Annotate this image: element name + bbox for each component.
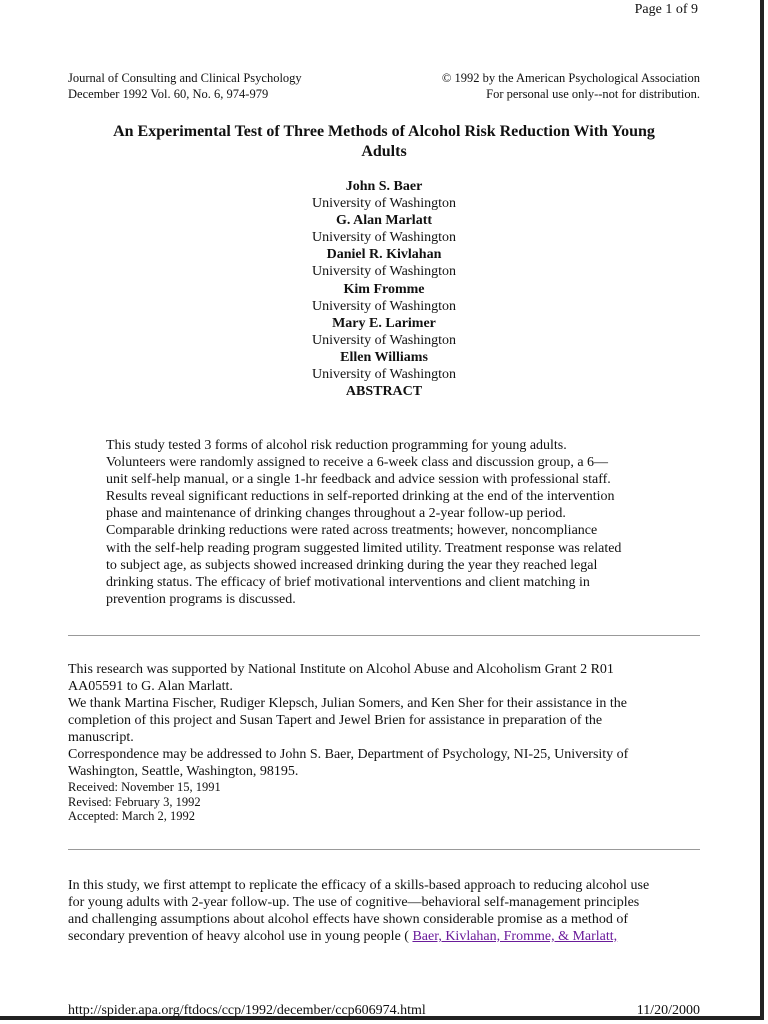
note-line: AA05591 to G. Alan Marlatt. bbox=[68, 679, 233, 694]
title-line: Adults bbox=[361, 143, 407, 160]
author-affiliation: University of Washington bbox=[311, 332, 457, 348]
author-name: Daniel R. Kivlahan bbox=[326, 247, 442, 263]
footer-date: 11/20/2000 bbox=[636, 1003, 700, 1018]
abstract-line: to subject age, as subjects showed increased drinking during the year they reached legal bbox=[106, 557, 598, 573]
author-name: John S. Baer bbox=[345, 179, 423, 194]
copyright-info bbox=[442, 70, 700, 102]
abstract-line: Comparable drinking reductions were rated across treatments; however, noncompliance bbox=[106, 523, 598, 539]
body-line-text: secondary prevention of heavy alcohol use in young people ( bbox=[68, 929, 413, 944]
abstract-line: unit self-help manual, or a single 1-hr feedback and advice session with professional staff. bbox=[106, 472, 611, 488]
author-name: Mary E. Larimer bbox=[332, 315, 436, 331]
note-line: completion of this project and Susan Tapert and Jewel Brien for assistance in preparation of the bbox=[68, 713, 603, 728]
distribution-note: For personal use only--not for distribution. bbox=[486, 87, 700, 101]
journal-name: Journal of Consulting and Clinical Psychology bbox=[68, 71, 302, 85]
note-line: This research was supported by National Institute on Alcohol Abuse and Alcoholism Grant 2 R01 bbox=[68, 662, 614, 677]
body-line: for young adults with 2-year follow-up. The use of cognitive—behavioral self-management principles bbox=[68, 895, 640, 910]
author-affiliation: University of Washington bbox=[311, 264, 457, 280]
abstract-line: phase and maintenance of drinking changes throughout a 2-year follow-up period. bbox=[106, 506, 566, 522]
abstract-text bbox=[106, 437, 686, 608]
note-line: Washington, Seattle, Washington, 98195. bbox=[68, 764, 299, 779]
abstract-line: Results reveal significant reductions in self-reported drinking at the end of the intervention bbox=[106, 489, 615, 505]
author-name: Ellen Williams bbox=[340, 349, 428, 365]
article-body bbox=[68, 877, 708, 945]
reference-link[interactable]: Baer, Kivlahan, Fromme, & Marlatt, bbox=[412, 929, 618, 944]
abstract-line: drinking status. The efficacy of brief motivational interventions and client matching in bbox=[106, 574, 590, 590]
author-list bbox=[68, 178, 700, 400]
accepted-date: Accepted: March 2, 1992 bbox=[68, 809, 196, 824]
revised-date: Revised: February 3, 1992 bbox=[68, 794, 201, 809]
page-number: Page 1 of 9 bbox=[634, 2, 698, 17]
author-affiliation: University of Washington bbox=[311, 298, 457, 314]
title-line: An Experimental Test of Three Methods of Alcohol Risk Reduction With Young bbox=[113, 123, 655, 140]
author-affiliation: University of Washington bbox=[311, 196, 457, 212]
abstract-heading: ABSTRACT bbox=[345, 384, 423, 400]
copyright-line: © 1992 by the American Psychological Association bbox=[441, 71, 700, 85]
journal-info bbox=[68, 70, 302, 102]
body-line: and challenging assumptions about alcohol effects have shown considerable promise as a method of bbox=[68, 912, 628, 927]
footer-url: http://spider.apa.org/ftdocs/ccp/1992/december/ccp606974.html bbox=[68, 1003, 426, 1018]
note-line: Correspondence may be addressed to John S. Baer, Department of Psychology, NI-25, University of bbox=[68, 747, 629, 762]
article-title bbox=[68, 122, 700, 162]
section-divider bbox=[68, 849, 700, 850]
abstract-line: This study tested 3 forms of alcohol risk reduction programming for young adults. bbox=[106, 438, 567, 453]
note-line: We thank Martina Fischer, Rudiger Klepsch, Julian Somers, and Ken Sher for their assistance in the bbox=[68, 696, 627, 711]
author-affiliation: University of Washington bbox=[311, 230, 457, 246]
note-line: manuscript. bbox=[68, 730, 134, 745]
author-affiliation: University of Washington bbox=[311, 367, 457, 383]
received-date: Received: November 15, 1991 bbox=[68, 780, 221, 794]
body-line: In this study, we first attempt to replicate the efficacy of a skills-based approach to reducing alcohol use bbox=[68, 878, 650, 893]
section-divider bbox=[68, 635, 700, 636]
abstract-line: Volunteers were randomly assigned to receive a 6-week class and discussion group, a 6— bbox=[106, 455, 609, 471]
abstract-line: with the self-help reading program suggested limited utility. Treatment response was related bbox=[106, 540, 622, 556]
body-line bbox=[68, 928, 708, 945]
journal-issue: December 1992 Vol. 60, No. 6, 974-979 bbox=[68, 87, 269, 101]
author-notes bbox=[68, 661, 708, 824]
author-name: Kim Fromme bbox=[343, 281, 425, 297]
author-name: G. Alan Marlatt bbox=[335, 213, 433, 229]
abstract-line: prevention programs is discussed. bbox=[106, 591, 296, 607]
